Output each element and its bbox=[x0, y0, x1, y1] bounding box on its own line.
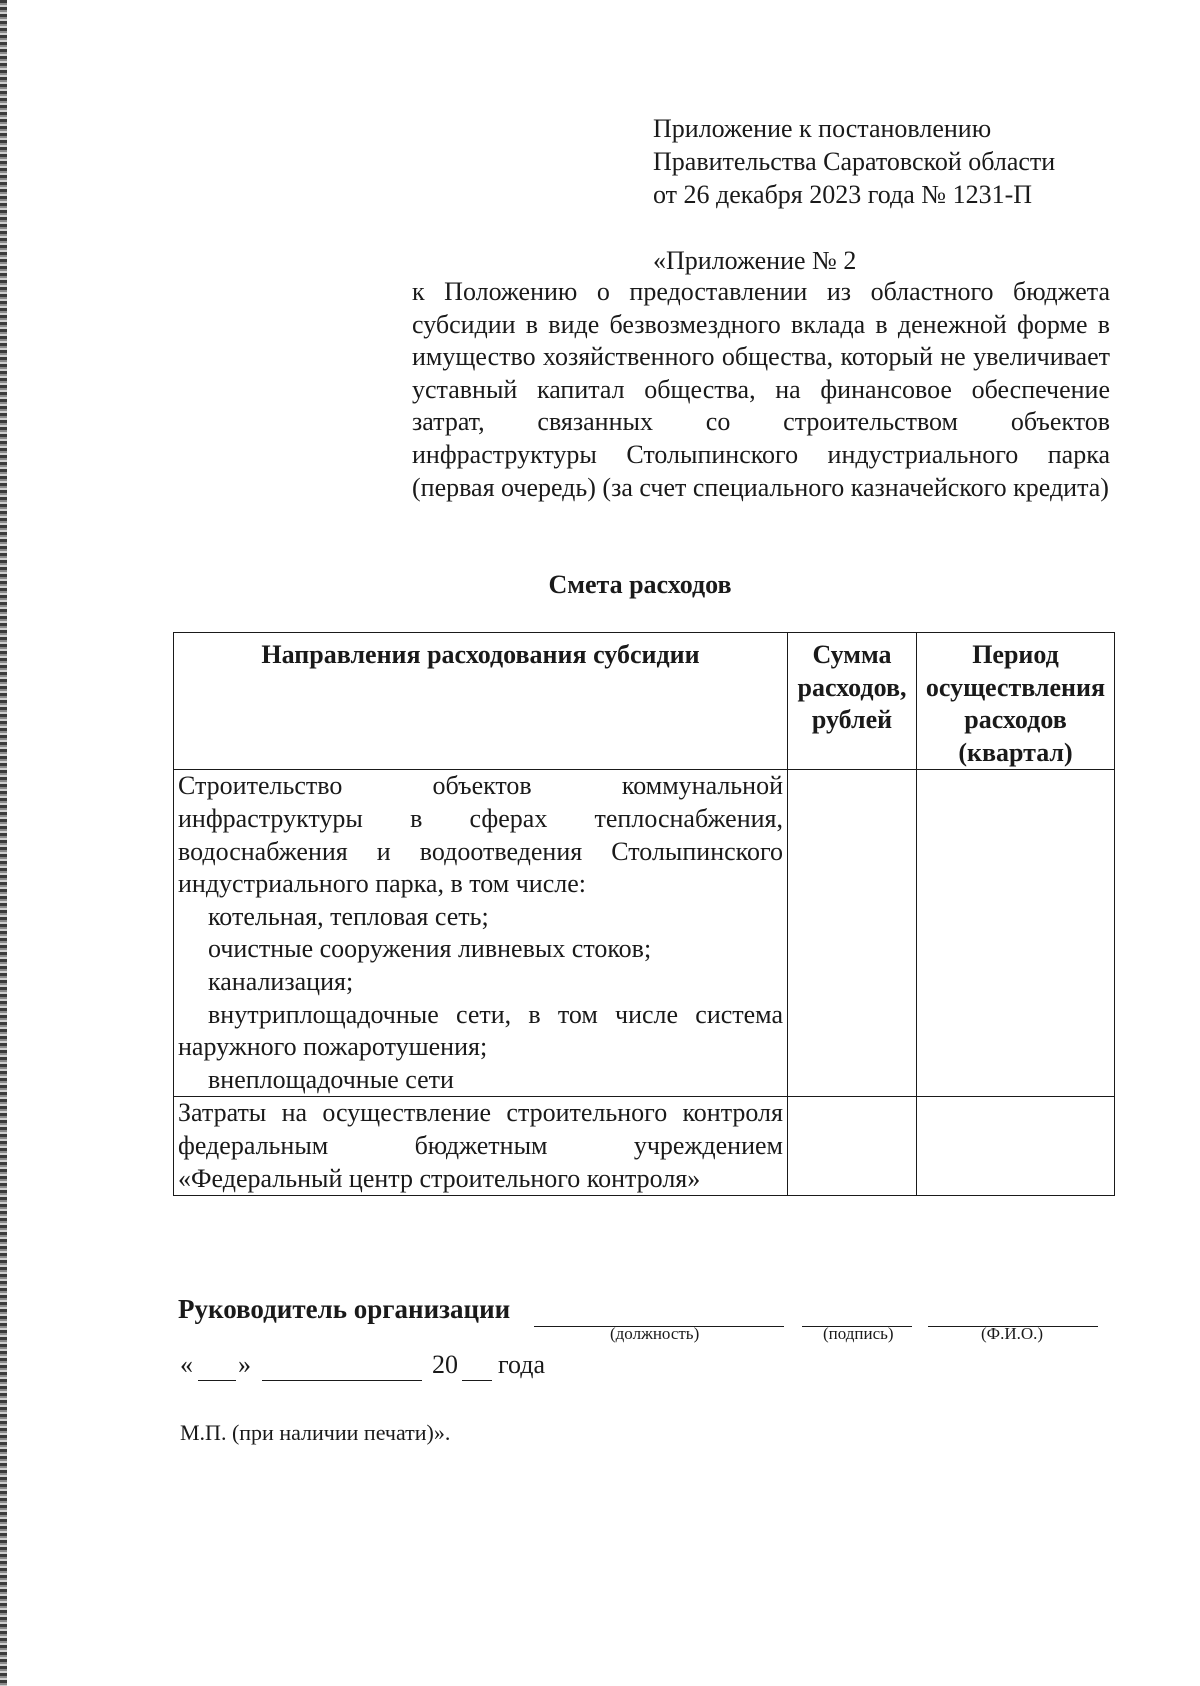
year-blank[interactable] bbox=[462, 1380, 492, 1381]
header-sum: Сумма расходов, рублей bbox=[788, 633, 917, 770]
name-caption: (Ф.И.О.) bbox=[981, 1324, 1044, 1343]
row1-line: внеплощадочные сети bbox=[208, 1064, 454, 1094]
header-line-1: Приложение к постановлению bbox=[653, 114, 992, 143]
year-prefix: 20 bbox=[432, 1350, 458, 1379]
row1-sum bbox=[788, 770, 917, 1097]
resolution-reference bbox=[653, 112, 1133, 211]
expense-estimate-table bbox=[173, 632, 1115, 1196]
table-row bbox=[174, 770, 1115, 1097]
scan-edge bbox=[0, 0, 7, 1686]
table-header-row bbox=[174, 633, 1115, 770]
row2-description bbox=[174, 1097, 788, 1196]
date-open-quote: « bbox=[180, 1350, 193, 1379]
year-suffix: года bbox=[498, 1350, 546, 1379]
header-period: Период осуществления расходов (квартал) bbox=[917, 633, 1115, 770]
position-caption: (должность) bbox=[610, 1324, 700, 1343]
row1-description bbox=[174, 770, 788, 1097]
header-line-2: Правительства Саратовской области bbox=[653, 147, 1056, 176]
day-blank[interactable] bbox=[198, 1380, 236, 1381]
row1-period bbox=[917, 770, 1115, 1097]
signature-block bbox=[178, 1294, 1118, 1354]
row2-sum bbox=[788, 1097, 917, 1196]
month-blank[interactable] bbox=[262, 1380, 422, 1381]
date-line bbox=[180, 1350, 580, 1390]
stamp-note: М.П. (при наличии печати)». bbox=[180, 1420, 451, 1445]
row2-text: Затраты на осуществление строительного контроля федеральным бюджетным учреждением «Федеральный центр строительного контроля» bbox=[178, 1098, 783, 1193]
row1-line: очистные сооружения ливневых стоков; bbox=[208, 934, 652, 964]
row1-line: канализация; bbox=[208, 966, 354, 996]
row1-line: котельная, тепловая сеть; bbox=[208, 901, 489, 931]
signature-caption: (подпись) bbox=[823, 1324, 894, 1343]
row1-line: внутриплощадочные сети, в том числе система наружного пожаротушения; bbox=[178, 999, 783, 1062]
header-direction: Направления расходования субсидии bbox=[174, 633, 788, 770]
appendix-number: «Приложение № 2 bbox=[653, 246, 857, 275]
appendix-description: к Положению о предоставлении из областного бюджета субсидии в виде безвозмездного вклада в денежной форме в имущество хозяйственного общества, который не увеличивает уставный капитал общества, на финансовое обеспечение затрат, связанных со строительством объектов инфраструктуры Столыпинского индустриального парка (первая очередь) (за счет специального казначейского кредита) bbox=[412, 277, 1110, 502]
signature-label: Руководитель организации bbox=[178, 1294, 511, 1324]
document-title: Смета расходов bbox=[548, 570, 732, 599]
row1-line: Строительство объектов коммунальной инфраструктуры в сферах теплоснабжения, водоснабжения и водоотведения Столыпинского индустриального парка, в том числе: bbox=[178, 771, 783, 899]
table-row bbox=[174, 1097, 1115, 1196]
header-line-3: от 26 декабря 2023 года № 1231-П bbox=[653, 180, 1033, 209]
date-close-quote: » bbox=[238, 1350, 251, 1379]
row2-period bbox=[917, 1097, 1115, 1196]
